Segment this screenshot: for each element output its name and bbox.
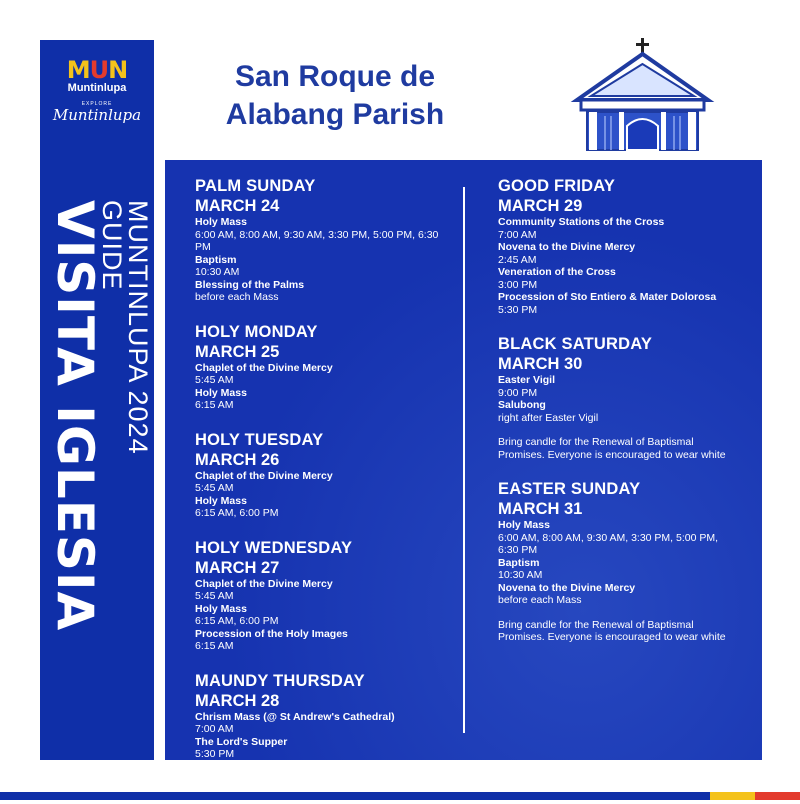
- parish-title-line2: Alabang Parish: [225, 98, 445, 131]
- day-block: [498, 334, 738, 461]
- day-block: [498, 479, 738, 644]
- vertical-title: [40, 200, 154, 632]
- event-time: right after Easter Vigil: [498, 411, 599, 424]
- day-name: BLACK SATURDAY: [498, 335, 653, 353]
- event-time: 5:45 AM: [195, 590, 234, 602]
- bottom-bar-yellow: [710, 792, 755, 800]
- event-title: Procession of the Holy Images: [195, 627, 348, 640]
- vertical-title-main: VISITA IGLESIA: [46, 200, 104, 632]
- event-title: Novena to the Divine Mercy: [498, 241, 636, 253]
- event-title: Chaplet of the Divine Mercy: [195, 361, 333, 374]
- event-title: Salubong: [498, 399, 546, 411]
- parish-title: [205, 58, 465, 134]
- day-name: HOLY MONDAY: [195, 322, 318, 341]
- explore-label: EXPLORE: [81, 101, 113, 107]
- schedule-panel: [165, 160, 762, 785]
- day-name: PALM SUNDAY: [195, 177, 316, 195]
- parish-title-line1: San Roque de: [234, 60, 436, 93]
- day-name: HOLY TUESDAY: [195, 430, 324, 449]
- event-time: 7:00 PM - 12:00 AM: [195, 773, 288, 785]
- event-time: 5:45 AM: [195, 482, 234, 494]
- day-date: MARCH 30: [498, 355, 583, 373]
- event-title: Blessing of the Palms: [195, 278, 305, 291]
- event-time: 7:00 AM: [195, 723, 234, 735]
- event-title: Silent Vigil at the Altar of Repose: [195, 760, 360, 773]
- muntinlupa-logo: [40, 58, 154, 123]
- event-time: 7:00 AM: [498, 228, 537, 241]
- day-date: MARCH 27: [195, 558, 280, 577]
- bottom-bar-red: [755, 792, 800, 800]
- event-time: 5:30 PM: [498, 303, 538, 316]
- event-title: Chaplet of the Divine Mercy: [195, 577, 333, 590]
- day-date: MARCH 31: [498, 500, 583, 518]
- event-title: Holy Mass: [195, 494, 247, 507]
- vertical-title-line2: GUIDE: [97, 200, 127, 291]
- event-title: Baptism: [195, 253, 237, 266]
- day-date: MARCH 28: [195, 691, 280, 710]
- day-block: [195, 430, 455, 520]
- bottom-bar-blue: [0, 792, 710, 800]
- day-name: MAUNDY THURSDAY: [195, 671, 365, 690]
- bottom-color-bar: [0, 792, 800, 800]
- schedule-left-column: [195, 176, 455, 804]
- day-name: GOOD FRIDAY: [498, 177, 616, 195]
- day-block: [498, 176, 738, 316]
- event-time: 9:00 PM: [498, 386, 538, 399]
- day-block: [195, 671, 455, 786]
- event-title: Community Stations of the Cross: [498, 216, 665, 228]
- day-block: [195, 322, 455, 412]
- event-title: The Lord's Supper: [195, 735, 288, 748]
- event-title: Chaplet of the Divine Mercy: [195, 469, 333, 482]
- day-name: EASTER SUNDAY: [498, 480, 641, 498]
- event-time: 6:15 AM, 6:00 PM: [195, 615, 279, 627]
- day-date: MARCH 25: [195, 342, 280, 361]
- event-time: before each Mass: [195, 291, 279, 303]
- logo-name: Muntinlupa: [67, 82, 127, 94]
- event-time: 5:45 AM: [195, 374, 234, 386]
- event-time: 6:15 AM: [195, 640, 234, 652]
- event-time: 10:30 AM: [498, 569, 543, 581]
- explore-script-name: Muntinlupa: [52, 106, 142, 124]
- day-note: Bring candle for the Renewal of Baptismal Promises. Everyone is encouraged to wear white: [498, 436, 726, 461]
- vertical-title-line1: MUNTINLUPA 2024: [123, 200, 153, 455]
- event-title: Chrism Mass (@ St Andrew's Cathedral): [195, 710, 395, 723]
- day-date: MARCH 29: [498, 197, 583, 215]
- event-title: Holy Mass: [195, 216, 247, 228]
- column-divider: [463, 187, 465, 733]
- event-title: Veneration of the Cross: [498, 266, 616, 278]
- schedule-right-column: [498, 176, 738, 662]
- event-title: Baptism: [498, 556, 540, 569]
- logo-mark: MUN: [66, 56, 128, 84]
- event-time: 2:45 AM: [498, 253, 537, 266]
- church-icon: [575, 38, 710, 152]
- event-title: Holy Mass: [498, 519, 550, 531]
- event-time: 6:15 AM: [195, 399, 234, 411]
- event-title: Holy Mass: [195, 386, 247, 399]
- event-title: Easter Vigil: [498, 374, 556, 386]
- event-title: Holy Mass: [195, 602, 247, 615]
- event-time: 6:00 AM, 8:00 AM, 9:30 AM, 3:30 PM, 5:00 PM, 6:30 PM: [195, 228, 439, 253]
- event-time: 5:30 PM: [195, 748, 235, 760]
- event-time: 6:15 AM, 6:00 PM: [195, 507, 279, 519]
- day-block: [195, 538, 455, 653]
- day-block: [195, 176, 455, 304]
- event-title: Procession of Sto Entiero & Mater Dolorosa: [498, 291, 717, 303]
- event-time: before each Mass: [498, 594, 582, 606]
- event-title: Novena to the Divine Mercy: [498, 581, 636, 594]
- day-date: MARCH 24: [195, 197, 280, 215]
- sidebar-banner: [40, 40, 154, 760]
- event-time: 10:30 AM: [195, 266, 240, 278]
- day-note: Bring candle for the Renewal of Baptismal Promises. Everyone is encouraged to wear white: [498, 618, 726, 643]
- day-date: MARCH 26: [195, 450, 280, 469]
- event-time: 3:00 PM: [498, 278, 538, 291]
- event-time: 6:00 AM, 8:00 AM, 9:30 AM, 3:30 PM, 5:00 PM, 6:30 PM: [498, 531, 719, 556]
- day-name: HOLY WEDNESDAY: [195, 538, 353, 557]
